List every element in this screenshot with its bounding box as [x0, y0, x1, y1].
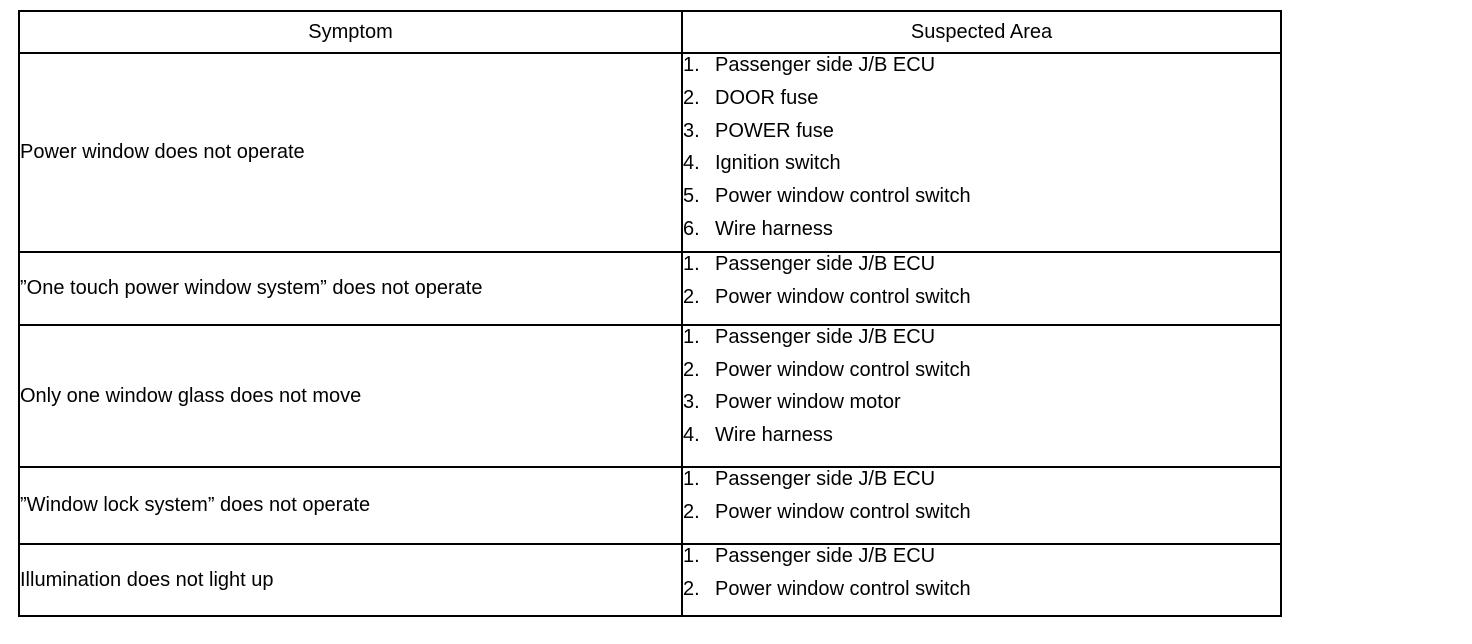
area-item [683, 468, 1280, 501]
symptom-cell: Illumination does not light up [19, 544, 682, 616]
area-item-text: Passenger side J/B ECU [715, 544, 936, 567]
area-item-number: 2. [683, 358, 700, 381]
area-item-text: Wire harness [715, 217, 833, 240]
area-item [683, 185, 1280, 218]
suspected-area-cell [682, 544, 1281, 616]
area-item [683, 424, 1280, 457]
area-item [683, 253, 1280, 286]
area-item-number: 6. [683, 217, 700, 240]
area-item [683, 54, 1280, 87]
area-item [683, 578, 1280, 611]
suspected-area-cell [682, 467, 1281, 544]
area-item-text: Power window motor [715, 391, 901, 414]
area-item [683, 359, 1280, 392]
suspected-area-cell [682, 325, 1281, 467]
area-item [683, 152, 1280, 185]
area-item-number: 4. [683, 152, 700, 175]
area-item-text: Power window control switch [715, 358, 971, 381]
area-item-number: 2. [683, 86, 700, 109]
area-item-number: 2. [683, 500, 700, 523]
area-item-number: 1. [683, 252, 700, 275]
area-item-number: 2. [683, 577, 700, 600]
area-item-text: Power window control switch [715, 577, 971, 600]
area-item-text: Passenger side J/B ECU [715, 54, 936, 76]
area-item-number: 4. [683, 424, 700, 447]
area-item-text: Wire harness [715, 424, 833, 447]
area-item [683, 545, 1280, 578]
area-item-text: DOOR fuse [715, 86, 819, 109]
area-item-text: Passenger side J/B ECU [715, 325, 936, 348]
area-item [683, 501, 1280, 534]
area-item-text: Power window control switch [715, 500, 971, 523]
area-item-number: 1. [683, 54, 700, 76]
area-item-text: Power window control switch [715, 285, 971, 308]
header-suspected-area: Suspected Area [682, 11, 1281, 53]
area-item [683, 391, 1280, 424]
suspected-area-cell [682, 53, 1281, 252]
table-row [19, 325, 1281, 467]
symptom-cell: Power window does not operate [19, 53, 682, 252]
area-item-number: 1. [683, 544, 700, 567]
area-item-number: 3. [683, 119, 700, 142]
symptom-cell: ”Window lock system” does not operate [19, 467, 682, 544]
area-item [683, 120, 1280, 153]
area-item-number: 1. [683, 325, 700, 348]
area-item-number: 1. [683, 467, 700, 490]
area-item-text: Ignition switch [715, 152, 841, 175]
symptom-cell: ”One touch power window system” does not operate [19, 252, 682, 325]
suspected-area-cell [682, 252, 1281, 325]
table-row [19, 467, 1281, 544]
table-row [19, 252, 1281, 325]
area-item [683, 286, 1280, 319]
symptom-cell: Only one window glass does not move [19, 325, 682, 467]
area-item-number: 5. [683, 185, 700, 208]
header-row [19, 11, 1281, 53]
area-item [683, 87, 1280, 120]
header-symptom: Symptom [19, 11, 682, 53]
table-row [19, 53, 1281, 252]
area-item-text: Power window control switch [715, 185, 971, 208]
symptom-table [18, 10, 1282, 617]
area-item [683, 326, 1280, 359]
area-item [683, 218, 1280, 251]
area-item-text: Passenger side J/B ECU [715, 252, 936, 275]
area-item-text: POWER fuse [715, 119, 834, 142]
area-item-text: Passenger side J/B ECU [715, 467, 936, 490]
area-item-number: 3. [683, 391, 700, 414]
area-item-number: 2. [683, 285, 700, 308]
table-row [19, 544, 1281, 616]
